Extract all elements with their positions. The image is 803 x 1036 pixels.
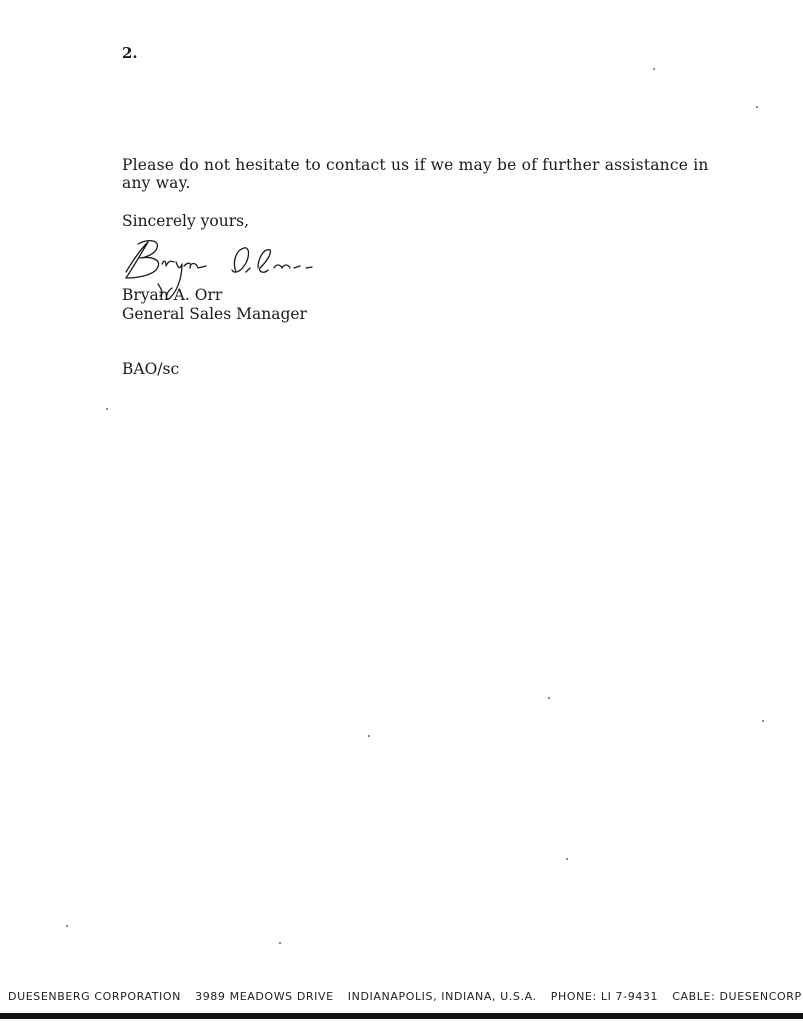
scan-speck: [566, 858, 568, 860]
scan-speck: [548, 697, 550, 699]
body-paragraph: Please do not hesitate to contact us if we may be of further assistance in any way.: [122, 156, 709, 192]
scan-speck: [762, 720, 764, 722]
scan-speck: [106, 408, 108, 410]
signer-title: General Sales Manager: [122, 305, 307, 323]
footer-phone: PHONE: LI 7-9431: [550, 990, 659, 1003]
letterhead-footer: [8, 990, 802, 1003]
scan-speck: [756, 106, 758, 108]
footer-rule: [0, 1013, 803, 1019]
scan-speck: [279, 942, 281, 944]
scan-speck: [66, 925, 68, 927]
footer-city: INDIANAPOLIS, INDIANA, U.S.A.: [347, 990, 537, 1003]
signer-name: Bryan A. Orr: [122, 286, 223, 304]
closing-salutation: Sincerely yours,: [122, 212, 249, 230]
footer-company: DUESENBERG CORPORATION: [8, 990, 181, 1003]
footer-cable: CABLE: DUESENCORP: [672, 990, 802, 1003]
scan-speck: [653, 68, 655, 70]
page-number: 2.: [122, 44, 138, 62]
scan-speck: [368, 735, 370, 737]
footer-address: 3989 MEADOWS DRIVE: [195, 990, 334, 1003]
reference-initials: BAO/sc: [122, 360, 180, 378]
